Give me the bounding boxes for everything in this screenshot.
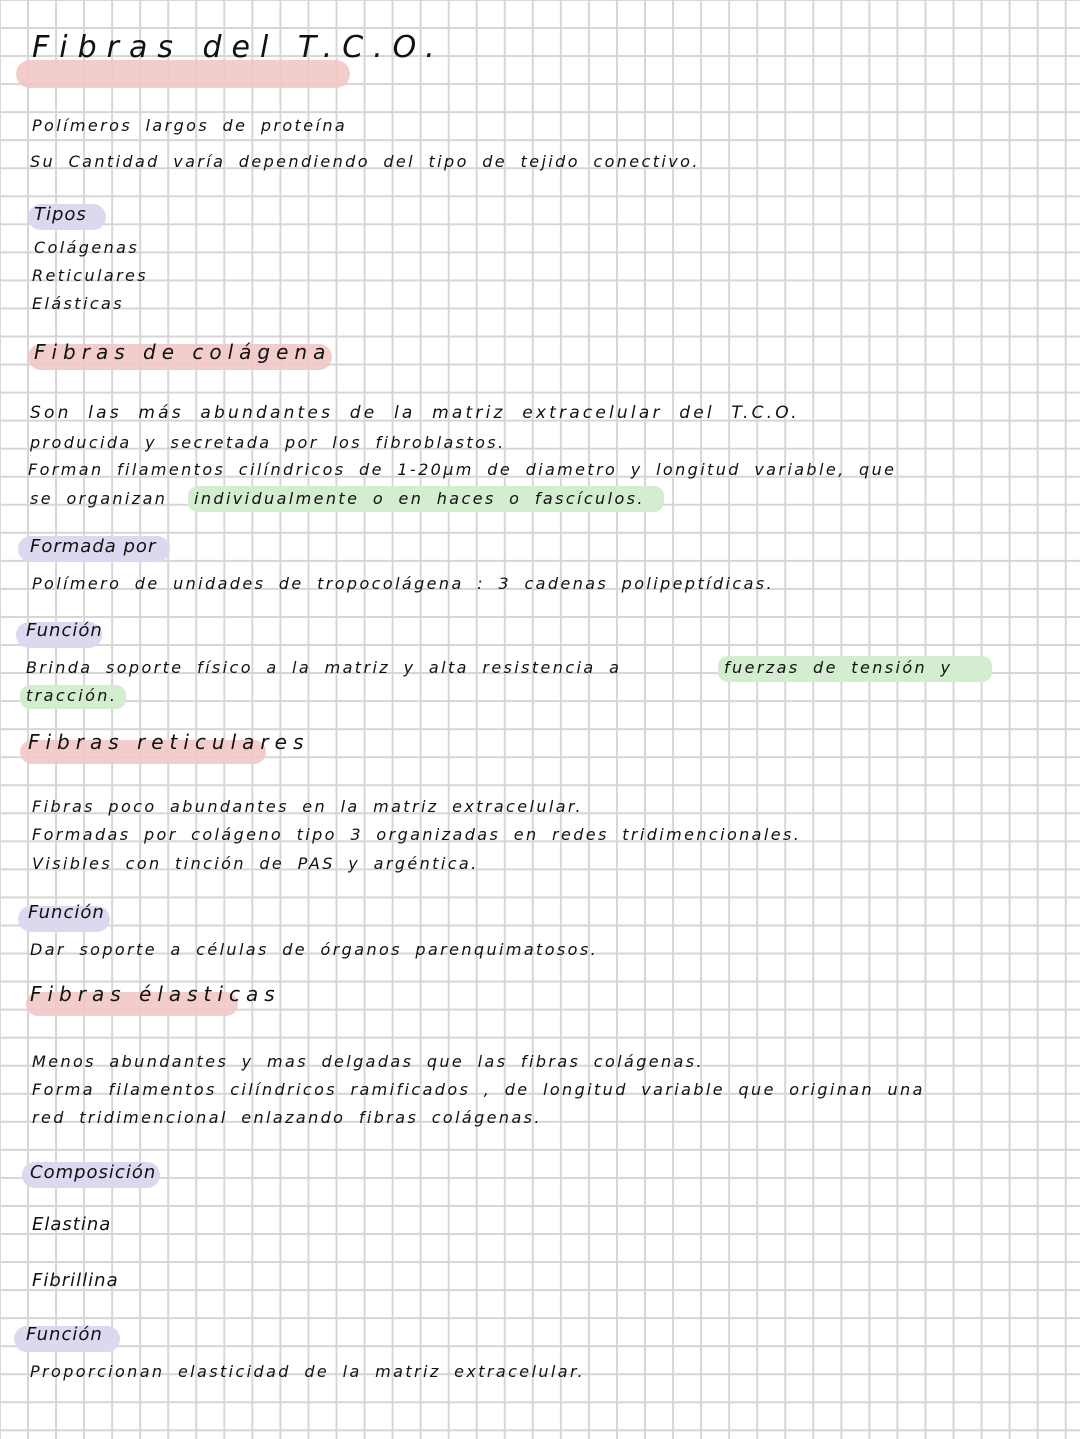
colagena-funcion-emphasis-text-2: tracción. — [26, 686, 118, 705]
intro-line-1: Polímeros largos de proteína — [32, 116, 348, 135]
colagena-funcion-label: Función — [26, 620, 103, 641]
reticulares-line-2: Formadas por colágeno tipo 3 organizadas en redes tridimencionales. — [32, 825, 802, 844]
elasticas-heading: Fibras élasticas — [30, 982, 281, 1006]
colagena-line-2: producida y secretada por los fibroblastos. — [30, 433, 506, 452]
page-title-text: Fibras del T.C.O. — [32, 30, 445, 65]
intro-line-2: Su Cantidad varía dependiendo del tipo de tejido conectivo. — [30, 152, 700, 171]
elasticas-line-3: red tridimencional enlazando fibras colágenas. — [32, 1108, 542, 1127]
page-title — [32, 30, 445, 65]
reticulares-line-1: Fibras poco abundantes en la matriz extracelular. — [32, 797, 583, 816]
colagena-line-4-highlighted: individualmente o en haces o fascículos. — [194, 489, 645, 508]
composicion-label: Composición — [30, 1162, 157, 1183]
tipos-item: Colágenas — [34, 238, 140, 257]
colagena-line-3: Forman filamentos cilíndricos de 1-20µm de diametro y longitud variable, que — [28, 460, 897, 479]
colagena-heading: Fibras de colágena — [34, 340, 332, 364]
formada-por-label: Formada por — [30, 536, 157, 557]
formada-por-text: Polímero de unidades de tropocolágena : 3 cadenas polipeptídicas. — [32, 574, 774, 593]
elasticas-line-1: Menos abundantes y mas delgadas que las fibras colágenas. — [32, 1052, 704, 1071]
tipos-item: Reticulares — [32, 266, 149, 285]
composicion-item: Fibrillina — [32, 1270, 119, 1291]
reticulares-heading: Fibras reticulares — [28, 730, 310, 754]
elasticas-line-2: Forma filamentos cilíndricos ramificados , de longitud variable que originan una — [32, 1080, 925, 1099]
reticulares-line-3: Visibles con tinción de PAS y argéntica. — [32, 854, 479, 873]
colagena-funcion-text: Brinda soporte físico a la matriz y alta resistencia a — [26, 658, 622, 677]
reticulares-funcion-label: Función — [28, 902, 105, 923]
reticulares-funcion-text: Dar soporte a células de órganos parenquimatosos. — [30, 940, 599, 959]
tipos-label: Tipos — [34, 204, 87, 225]
composicion-item: Elastina — [32, 1214, 112, 1235]
elasticas-funcion-label: Función — [26, 1324, 103, 1345]
colagena-funcion-emphasis-text-1: fuerzas de tensión y — [724, 658, 953, 677]
colagena-line-4: se organizan — [30, 489, 168, 508]
tipos-item: Elásticas — [32, 294, 124, 313]
colagena-line-1: Son las más abundantes de la matriz extracelular del T.C.O. — [30, 403, 800, 423]
elasticas-funcion-text: Proporcionan elasticidad de la matriz extracelular. — [30, 1362, 585, 1381]
